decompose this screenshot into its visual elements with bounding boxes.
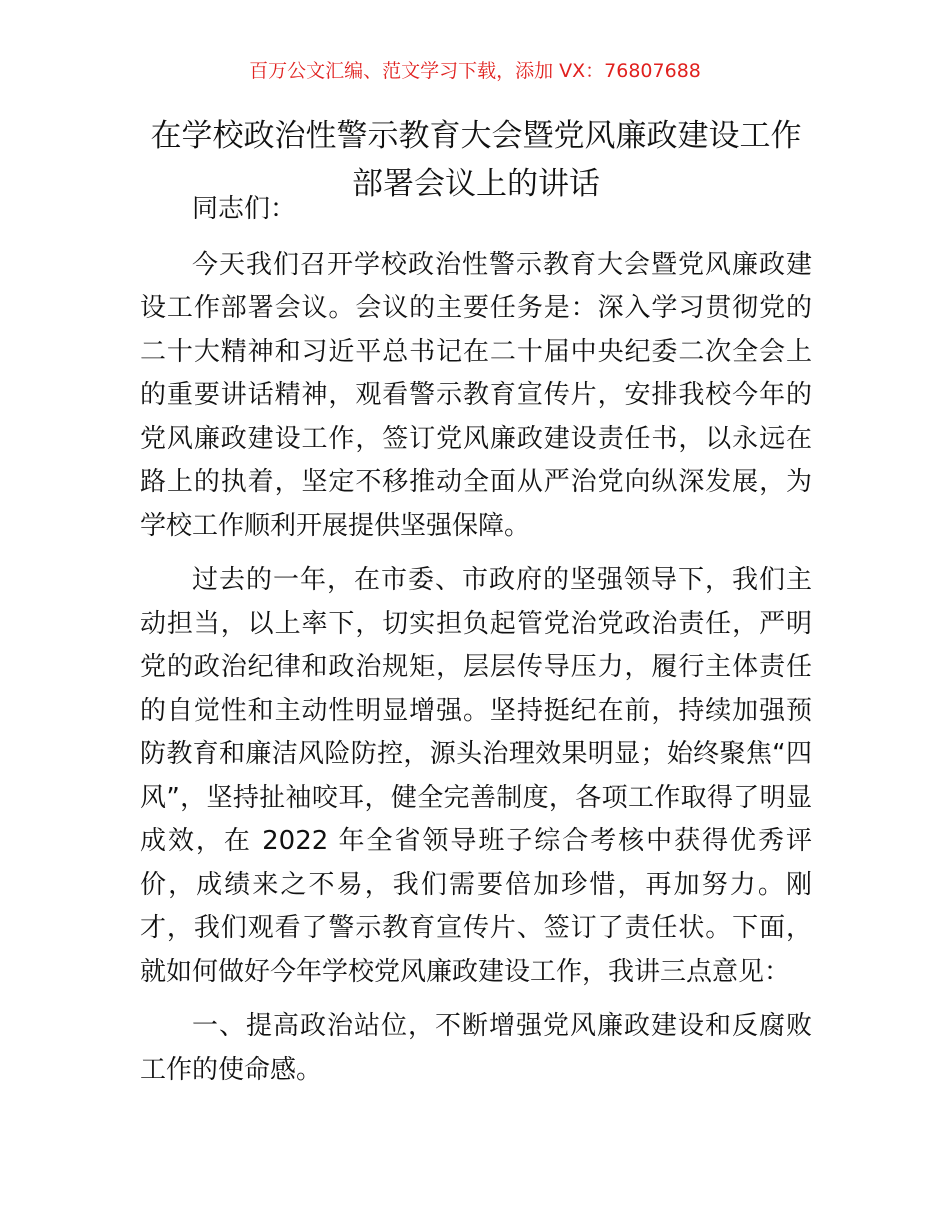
salutation: 同志们： [192,194,297,224]
paragraph-review: 过去的一年，在市委、市政府的坚强领导下，我们主动担当，以上率下，切实担负起管党治党政治责任，严明党的政治纪律和政治规矩，层层传导压力，履行主体责任的自觉性和主动性明显增强。坚持挺纪在前，持续加强预防教育和廉洁风险防控，源头治理效果明显；始终聚焦“四风”，坚持扯袖咬耳，健全完善制度，各项工作取得了明显成效，在 2022 年全省领导班子综合考核中获得优秀评价，成绩来之不易，我们需要倍加珍惜，再加努力。刚才，我们观看了警示教育宣传片、签订了责任状。下面，就如何做好今年学校党风廉政建设工作，我讲三点意见： [140,565,812,987]
document-title: 在学校政治性警示教育大会暨党风廉政建设工作部署会议上的讲话 [150,118,802,202]
document-body [140,188,812,1092]
paragraph-intro: 今天我们召开学校政治性警示教育大会暨党风廉政建设工作部署会议。会议的主要任务是：深入学习贯彻党的二十大精神和习近平总书记在二十届中央纪委二次全会上的重要讲话精神，观看警示教育宣传片，安排我校今年的党风廉政建设工作，签订党风廉政建设责任书，以永远在路上的执着，坚定不移推动全面从严治党向纵深发展，为学校工作顺利开展提供坚强保障。 [140,249,812,541]
section-heading-one: 一、提高政治站位，不断增强党风廉政建设和反腐败工作的使命感。 [140,1011,812,1085]
header-watermark-note: 百万公文汇编、范文学习下载，添加 VX：76807688 [249,60,701,82]
